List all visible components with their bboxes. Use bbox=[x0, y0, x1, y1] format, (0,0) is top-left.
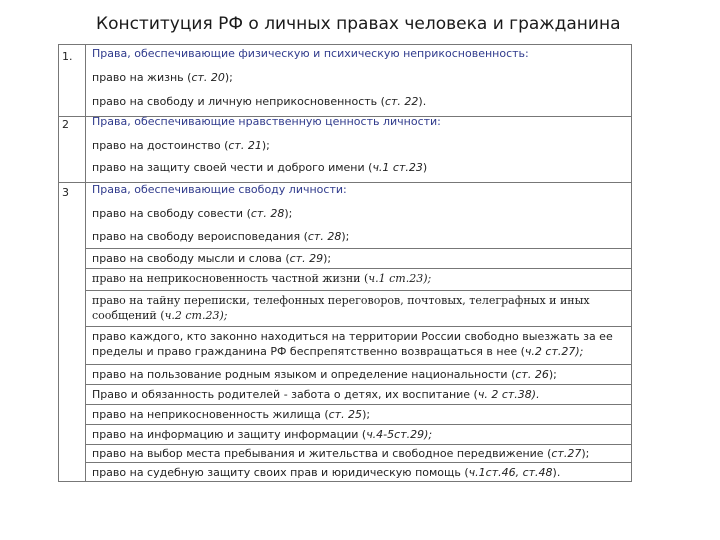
list-item: право на неприкосновенность частной жизни (ч.1 ст.23); bbox=[92, 272, 432, 285]
group-number: 2 bbox=[62, 118, 69, 131]
list-item: право на неприкосновенность жилища (ст. 25); bbox=[92, 408, 371, 421]
group-number: 1. bbox=[62, 50, 73, 63]
row-divider bbox=[86, 364, 632, 365]
row-divider bbox=[86, 384, 632, 385]
list-item: право на свободу вероисповедания (ст. 28); bbox=[92, 230, 350, 243]
list-item: право на жизнь (ст. 20); bbox=[92, 71, 233, 84]
list-item: право на свободу совести (ст. 28); bbox=[92, 207, 293, 220]
list-item: право на информацию и защиту информации (ч.4-5ст.29); bbox=[92, 428, 433, 441]
row-divider bbox=[86, 404, 632, 405]
list-item: право на тайну переписки, телефонных переговоров, почтовых, телеграфных и иных сообщений (ч.2 ст.23); bbox=[92, 294, 590, 322]
group-heading: Права, обеспечивающие нравственную ценность личности: bbox=[92, 115, 441, 128]
group-heading: Права, обеспечивающие свободу личности: bbox=[92, 183, 347, 196]
row-divider bbox=[86, 248, 632, 249]
group-number: 3 bbox=[62, 186, 69, 199]
number-column bbox=[58, 44, 86, 482]
row-divider bbox=[86, 268, 632, 269]
row-divider bbox=[86, 424, 632, 425]
row-divider bbox=[86, 444, 632, 445]
row-divider bbox=[86, 290, 632, 291]
list-item: право каждого, кто законно находиться на территории России свободно выезжать за ее пределы и право гражданина РФ беспрепятственно возвращаться в нее (ч.2 ст.27); bbox=[92, 330, 613, 358]
group-heading: Права, обеспечивающие физическую и психическую неприкосновенность: bbox=[92, 47, 529, 60]
page-title: Конституция РФ о личных правах человека и гражданина bbox=[96, 14, 621, 34]
list-item: право на свободу мысли и слова (ст. 29); bbox=[92, 252, 332, 265]
list-item: право на пользование родным языком и определение национальности (ст. 26); bbox=[92, 368, 557, 381]
list-item: Право и обязанность родителей - забота о детях, их воспитание (ч. 2 ст.38). bbox=[92, 388, 540, 401]
list-item: право на выбор места пребывания и жительства и свободное передвижение (ст.27); bbox=[92, 447, 590, 460]
row-divider bbox=[86, 462, 632, 463]
list-item: право на достоинство (ст. 21); bbox=[92, 139, 270, 152]
list-item: право на судебную защиту своих прав и юридическую помощь (ч.1ст.46, ст.48). bbox=[92, 466, 561, 479]
row-divider bbox=[86, 326, 632, 327]
list-item: право на защиту своей чести и доброго имени (ч.1 ст.23) bbox=[92, 161, 428, 174]
list-item: право на свободу и личную неприкосновенность (ст. 22). bbox=[92, 95, 427, 108]
